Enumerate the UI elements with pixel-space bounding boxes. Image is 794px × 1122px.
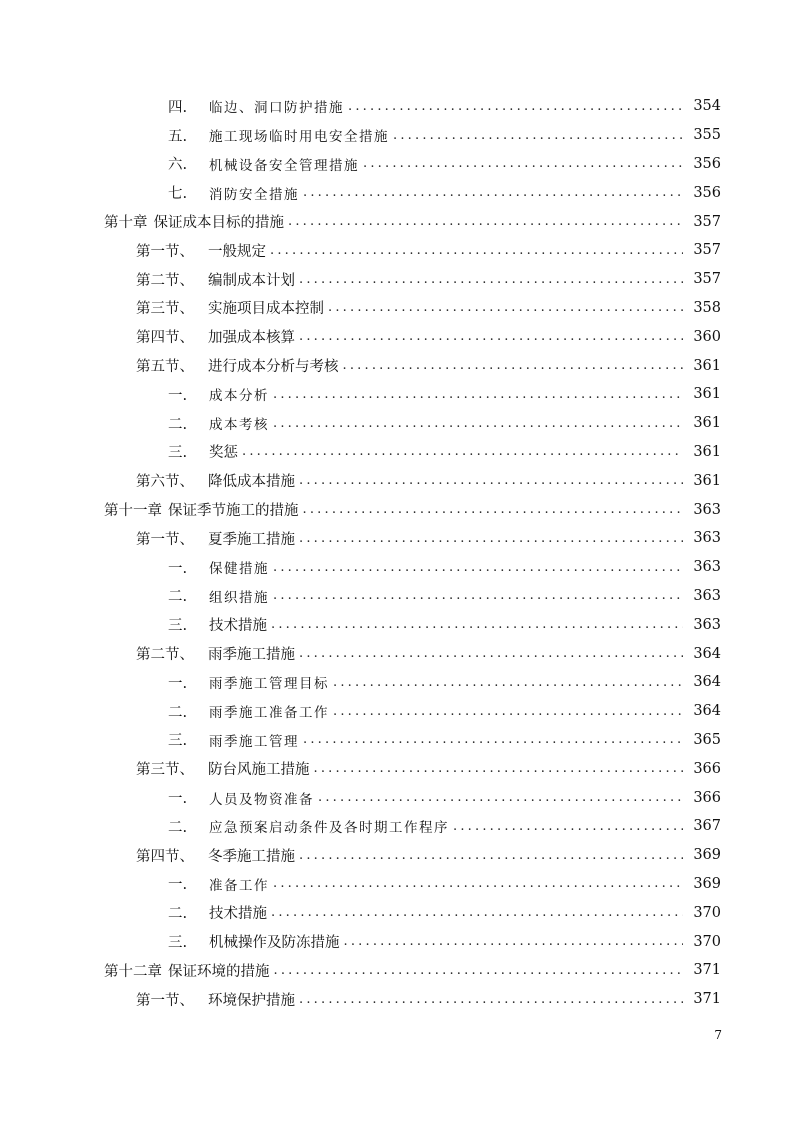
dot-leader — [303, 502, 684, 517]
toc-entry-page: 357 — [693, 213, 721, 230]
toc-entry-page: 361 — [693, 472, 721, 489]
dot-leader — [299, 329, 683, 344]
toc-entry — [0, 668, 794, 697]
toc-entry-page: 363 — [693, 501, 721, 518]
toc-entry — [0, 178, 794, 207]
toc-entry-page: 365 — [693, 731, 721, 748]
toc-entry — [0, 898, 794, 927]
toc-entry-number: 二. — [168, 589, 188, 606]
toc-entry-number: 二. — [168, 819, 188, 836]
toc-entry-title: 保证季节施工的措施 — [168, 503, 299, 520]
toc-entry-page: 355 — [693, 127, 721, 144]
toc-entry-title: 应急预案启动条件及各时期工作程序 — [209, 820, 449, 837]
toc-entry-page: 366 — [693, 789, 721, 806]
dot-leader — [271, 617, 683, 632]
toc-entry — [0, 150, 794, 179]
toc-entry-title: 雨季施工准备工作 — [209, 705, 329, 722]
dot-leader — [453, 819, 683, 834]
toc-entry — [0, 438, 794, 467]
toc-entry — [0, 495, 794, 524]
toc-entry-number: 一. — [168, 877, 188, 894]
dot-leader — [299, 272, 683, 287]
toc-entry-title: 保证环境的措施 — [168, 963, 270, 980]
dot-leader — [348, 99, 683, 114]
toc-entry-title: 降低成本措施 — [208, 474, 295, 491]
toc-entry-page: 354 — [693, 98, 721, 115]
toc-entry-number: 第一节、 — [136, 531, 194, 548]
toc-entry — [0, 726, 794, 755]
toc-entry-number: 一. — [168, 560, 188, 577]
toc-entry-number: 第十一章 — [104, 503, 162, 520]
toc-entry-title: 进行成本分析与考核 — [208, 359, 339, 376]
toc-entry-page: 357 — [693, 271, 721, 288]
toc-entry-title: 实施项目成本控制 — [208, 301, 324, 318]
dot-leader — [242, 444, 683, 459]
dot-leader — [273, 387, 683, 402]
toc-entry-number: 第三节、 — [136, 762, 194, 779]
toc-entry-page: 356 — [693, 155, 721, 172]
toc-entry — [0, 812, 794, 841]
dot-leader — [273, 588, 683, 603]
toc-entry-number: 三. — [168, 445, 188, 462]
toc-entry — [0, 236, 794, 265]
toc-entry-page: 364 — [693, 645, 721, 662]
toc-entry-title: 临边、洞口防护措施 — [209, 100, 344, 117]
toc-entry — [0, 956, 794, 985]
dot-leader — [303, 732, 683, 747]
toc-entry-title: 雨季施工管理目标 — [209, 676, 329, 693]
toc-entry-number: 一. — [168, 675, 188, 692]
toc-entry — [0, 697, 794, 726]
dot-leader — [274, 963, 684, 978]
toc-entry-page: 369 — [693, 847, 721, 864]
toc-entry-title: 机械操作及防冻措施 — [209, 935, 340, 951]
toc-entry-page: 369 — [693, 875, 721, 892]
dot-leader — [288, 214, 683, 229]
toc-entry-page: 363 — [693, 587, 721, 604]
dot-leader — [344, 934, 684, 949]
toc-entry-title: 成本分析 — [209, 388, 269, 405]
toc-entry-page: 361 — [693, 357, 721, 374]
toc-entry-number: 二. — [168, 416, 188, 433]
toc-entry-page: 361 — [693, 415, 721, 432]
toc-entry-page: 363 — [693, 616, 721, 633]
toc-entry-number: 一. — [168, 791, 188, 808]
toc-entry-number: 第二节、 — [136, 272, 194, 289]
table-of-contents — [0, 92, 794, 1014]
toc-entry-title: 雨季施工措施 — [208, 647, 295, 664]
toc-entry-title: 组织措施 — [209, 589, 269, 606]
toc-entry-title: 技术措施 — [209, 618, 267, 635]
toc-entry-number: 第二节、 — [136, 647, 194, 664]
toc-entry — [0, 207, 794, 236]
toc-entry-number: 五. — [168, 128, 188, 145]
toc-entry-title: 保健措施 — [209, 561, 269, 578]
toc-entry-title: 准备工作 — [209, 877, 269, 894]
toc-entry-page: 364 — [693, 703, 721, 720]
toc-entry-page: 366 — [693, 760, 721, 777]
dot-leader — [299, 848, 683, 863]
toc-entry-number: 二. — [168, 704, 188, 721]
toc-entry-page: 367 — [693, 818, 721, 835]
dot-leader — [273, 416, 683, 431]
footer-page-number: 7 — [714, 1028, 722, 1042]
toc-entry — [0, 870, 794, 899]
toc-entry-number: 第六节、 — [136, 474, 194, 491]
dot-leader — [270, 243, 683, 258]
dot-leader — [299, 992, 683, 1007]
toc-entry-title: 冬季施工措施 — [208, 848, 295, 865]
dot-leader — [333, 675, 683, 690]
toc-entry — [0, 927, 794, 956]
toc-entry-number: 第十二章 — [104, 963, 162, 980]
toc-entry-page: 361 — [693, 443, 721, 460]
toc-entry-page: 358 — [693, 299, 721, 316]
dot-leader — [271, 905, 683, 920]
toc-entry — [0, 294, 794, 323]
toc-entry-title: 施工现场临时用电安全措施 — [209, 129, 389, 146]
toc-entry-page: 363 — [693, 530, 721, 547]
toc-entry-page: 363 — [693, 559, 721, 576]
toc-entry-number: 第十章 — [104, 215, 148, 232]
toc-entry — [0, 322, 794, 351]
toc-entry-page: 371 — [693, 991, 721, 1008]
dot-leader — [299, 473, 683, 488]
toc-entry-page: 361 — [693, 386, 721, 403]
toc-entry-page: 357 — [693, 242, 721, 259]
dot-leader — [363, 156, 683, 171]
toc-entry-page: 364 — [693, 674, 721, 691]
dot-leader — [333, 704, 683, 719]
toc-entry-page: 360 — [693, 328, 721, 345]
toc-entry-page: 356 — [693, 184, 721, 201]
toc-entry-number: 四. — [168, 99, 188, 116]
toc-entry — [0, 639, 794, 668]
toc-entry — [0, 409, 794, 438]
toc-entry — [0, 985, 794, 1014]
toc-entry-title: 夏季施工措施 — [208, 531, 295, 548]
toc-entry — [0, 380, 794, 409]
dot-leader — [273, 876, 683, 891]
toc-entry-number: 第五节、 — [136, 359, 194, 376]
toc-entry-page: 371 — [693, 962, 721, 979]
toc-entry — [0, 610, 794, 639]
toc-entry-title: 机械设备安全管理措施 — [209, 157, 359, 174]
toc-entry — [0, 265, 794, 294]
toc-entry-number: 一. — [168, 387, 188, 404]
toc-entry-number: 三. — [168, 935, 188, 951]
dot-leader — [299, 646, 683, 661]
toc-entry-title: 一般规定 — [208, 243, 266, 260]
toc-entry — [0, 553, 794, 582]
toc-entry-title: 人员及物资准备 — [209, 791, 314, 808]
toc-entry-number: 六. — [168, 157, 188, 174]
dot-leader — [299, 531, 683, 546]
toc-entry — [0, 524, 794, 553]
dot-leader — [393, 128, 683, 143]
toc-entry-number: 三. — [168, 733, 188, 750]
dot-leader — [314, 761, 684, 776]
toc-entry-title: 消防安全措施 — [209, 186, 299, 203]
toc-entry-title: 环境保护措施 — [208, 992, 295, 1009]
toc-entry — [0, 754, 794, 783]
toc-entry-title: 加强成本核算 — [208, 330, 295, 347]
toc-entry — [0, 783, 794, 812]
toc-entry-number: 第三节、 — [136, 301, 194, 318]
toc-entry-number: 二. — [168, 906, 188, 923]
toc-entry-title: 技术措施 — [209, 906, 267, 923]
toc-entry-title: 保证成本目标的措施 — [153, 215, 284, 232]
toc-entry-title: 防台风施工措施 — [208, 762, 310, 779]
toc-entry-number: 第四节、 — [136, 848, 194, 865]
toc-entry — [0, 92, 794, 121]
toc-entry-page: 370 — [693, 904, 721, 921]
toc-entry-title: 编制成本计划 — [208, 272, 295, 289]
toc-entry — [0, 841, 794, 870]
toc-entry-number: 第四节、 — [136, 330, 194, 347]
toc-entry-number: 三. — [168, 618, 188, 635]
toc-entry-title: 奖惩 — [209, 445, 238, 462]
toc-entry-title: 雨季施工管理 — [209, 733, 299, 750]
toc-entry — [0, 582, 794, 611]
toc-entry — [0, 121, 794, 150]
toc-entry-title: 成本考核 — [209, 417, 269, 434]
dot-leader — [343, 358, 684, 373]
toc-entry-page: 370 — [693, 933, 721, 950]
dot-leader — [273, 560, 683, 575]
dot-leader — [303, 185, 683, 200]
dot-leader — [318, 790, 683, 805]
toc-entry — [0, 351, 794, 380]
toc-entry-number: 第一节、 — [136, 992, 194, 1009]
toc-entry — [0, 466, 794, 495]
toc-entry-number: 七. — [168, 186, 188, 203]
dot-leader — [328, 300, 683, 315]
toc-entry-number: 第一节、 — [136, 243, 194, 260]
